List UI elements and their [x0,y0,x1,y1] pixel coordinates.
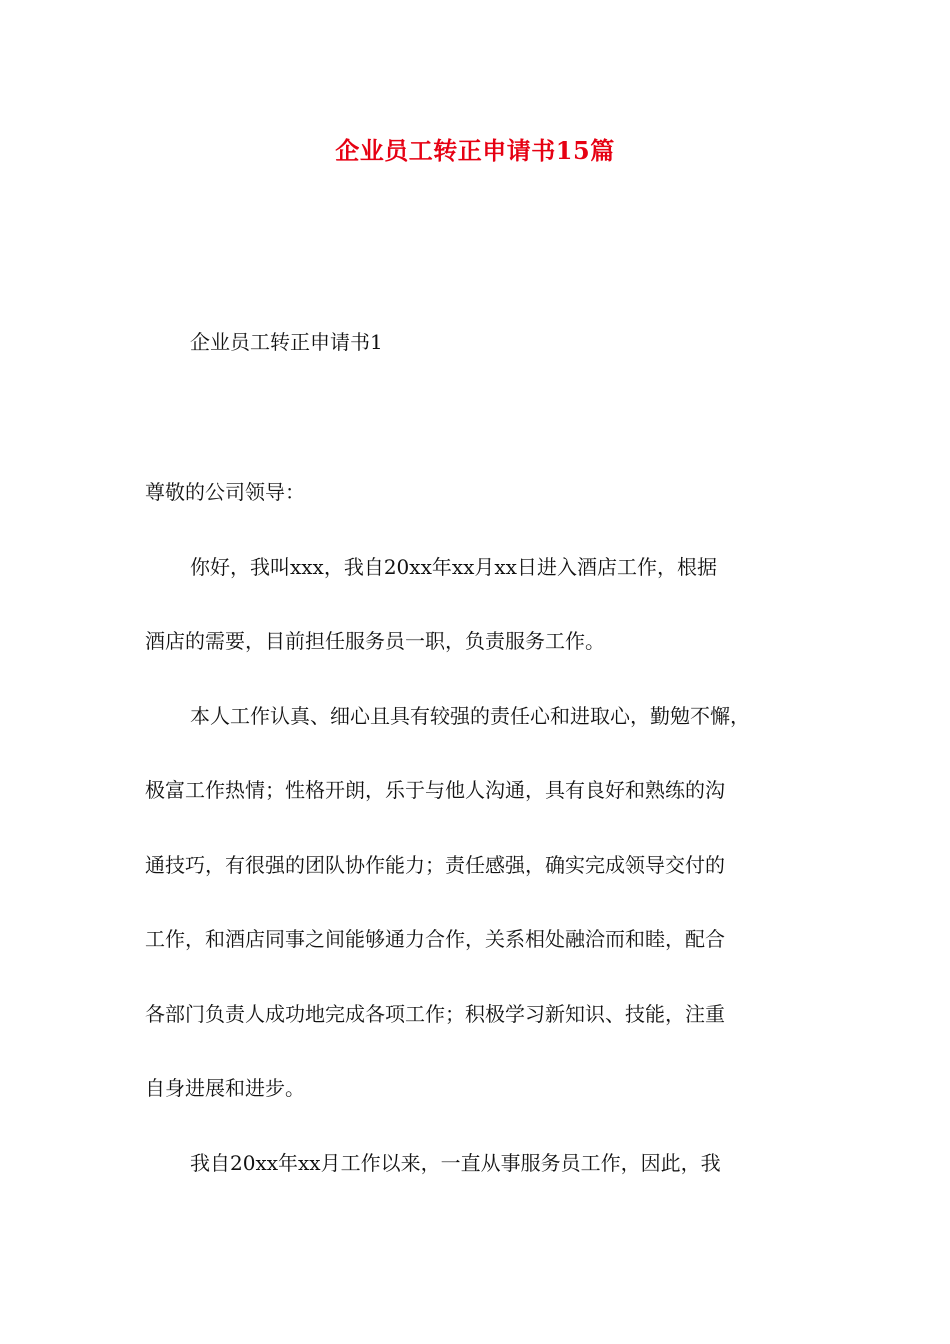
body-line: 各部门负责人成功地完成各项工作；积极学习新知识、技能，注重 [145,1002,725,1026]
body-line: 你好，我叫xxx，我自20xx年xx月xx日进入酒店工作，根据 [190,555,717,579]
document-title: 企业员工转正申请书15篇 [335,136,615,165]
body-line: 酒店的需要，目前担任服务员一职，负责服务工作。 [145,629,605,653]
body-line: 本人工作认真、细心且具有较强的责任心和进取心，勤勉不懈， [190,704,750,728]
body-line: 通技巧，有很强的团队协作能力；责任感强，确实完成领导交付的 [145,853,725,877]
body-line: 工作，和酒店同事之间能够通力合作，关系相处融洽而和睦，配合 [145,927,725,951]
section-heading: 企业员工转正申请书1 [190,330,383,354]
body-line: 极富工作热情；性格开朗，乐于与他人沟通，具有良好和熟练的沟 [145,778,725,802]
salutation: 尊敬的公司领导： [145,480,305,504]
body-line: 自身进展和进步。 [145,1076,305,1100]
body-line: 我自20xx年xx月工作以来，一直从事服务员工作，因此，我 [190,1151,721,1175]
